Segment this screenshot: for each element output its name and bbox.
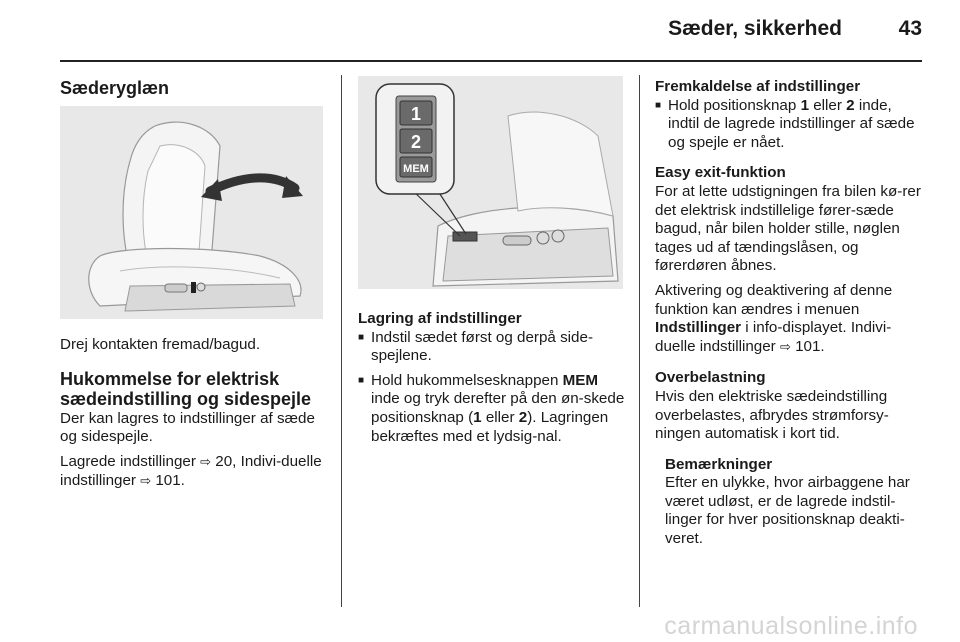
paragraph-memory-refs: Lagrede indstillinger ⇨ 20, Indivi-duelle indstillinger ⇨ 101. (60, 452, 322, 490)
paragraph-easy-exit: For at lette udstigningen fra bilen kø-rer det elektrisk indstillelige fører-sæde bagud, når bilen holder stille, nøglen tages ud af tændingslåsen, og førerdøren åbnes. (655, 182, 921, 275)
memory-button-2-label: 2 (410, 132, 422, 152)
paragraph-memory-intro: Der kan lagres to indstillinger af sæde og sidespejle. (60, 409, 315, 446)
column-2-text (358, 310, 630, 452)
note-text: Efter en ulykke, hvor airbaggene har været udløst, er de lagrede indstil-linger for hver positionsknap deakti-veret. (665, 474, 910, 548)
subheading-recall-settings: Fremkaldelse af indstillinger (655, 78, 861, 95)
header-divider (60, 60, 922, 62)
column-divider-1 (341, 75, 342, 607)
xref-arrow-icon[interactable]: ⇨ (200, 454, 212, 470)
list-item: ■ Hold hukommelsesknappen MEM inde og tryk derefter på den øn-skede positionsknap (1 eller 2). Lagringen bekræftes med et lydsig-nal. (358, 372, 630, 446)
figure-seat-backrest (60, 106, 323, 319)
list-item: ■ Hold positionsknap 1 eller 2 inde, indtil de lagrede indstillinger af sæde og spejle er nået. (655, 97, 925, 153)
column-divider-2 (639, 75, 640, 607)
subheading-easy-exit: Easy exit-funktion (655, 164, 786, 182)
section-heading-backrest: Sæderyglæn (60, 78, 170, 98)
note-heading: Bemærkninger (665, 455, 773, 473)
memory-buttons-illustration (358, 76, 623, 289)
xref-arrow-icon[interactable]: ⇨ (779, 339, 791, 355)
paragraph-overload: Hvis den elektriske sædeindstilling overbelastes, afbrydes strømforsy-ningen automatisk i kort tid. (655, 387, 889, 443)
figure-caption: Drej kontakten fremad/bagud. (60, 336, 261, 353)
figure-memory-buttons (358, 76, 623, 289)
page-header (0, 0, 960, 60)
subheading-store-settings: Lagring af indstillinger (358, 310, 522, 327)
list-item: ■ Indstil sædet først og derpå side-spejlene. (358, 329, 630, 366)
section-heading-memory: Hukommelse for elektrisk sædeindstilling og sidespejle (60, 368, 312, 409)
page-title: Sæder, sikkerhed (668, 17, 842, 40)
subheading-overload: Overbelastning (655, 369, 766, 387)
paragraph-easy-exit-settings: Aktivering og deaktivering af denne funktion kan ændres i menuen Indstillinger i info-displayet. Indivi-duelle indstillinger ⇨ 101. (655, 281, 893, 355)
xref-arrow-icon[interactable]: ⇨ (140, 474, 152, 490)
page-number: 43 (898, 17, 922, 40)
column-1-text (60, 336, 330, 498)
column-1 (60, 78, 330, 98)
seat-backrest-illustration (60, 106, 323, 319)
note-box (655, 456, 925, 549)
column-3-text (655, 78, 925, 555)
watermark: carmanualsonline.info (664, 612, 918, 640)
memory-button-mem-label: MEM (403, 163, 429, 175)
memory-button-1-label: 1 (410, 104, 422, 124)
